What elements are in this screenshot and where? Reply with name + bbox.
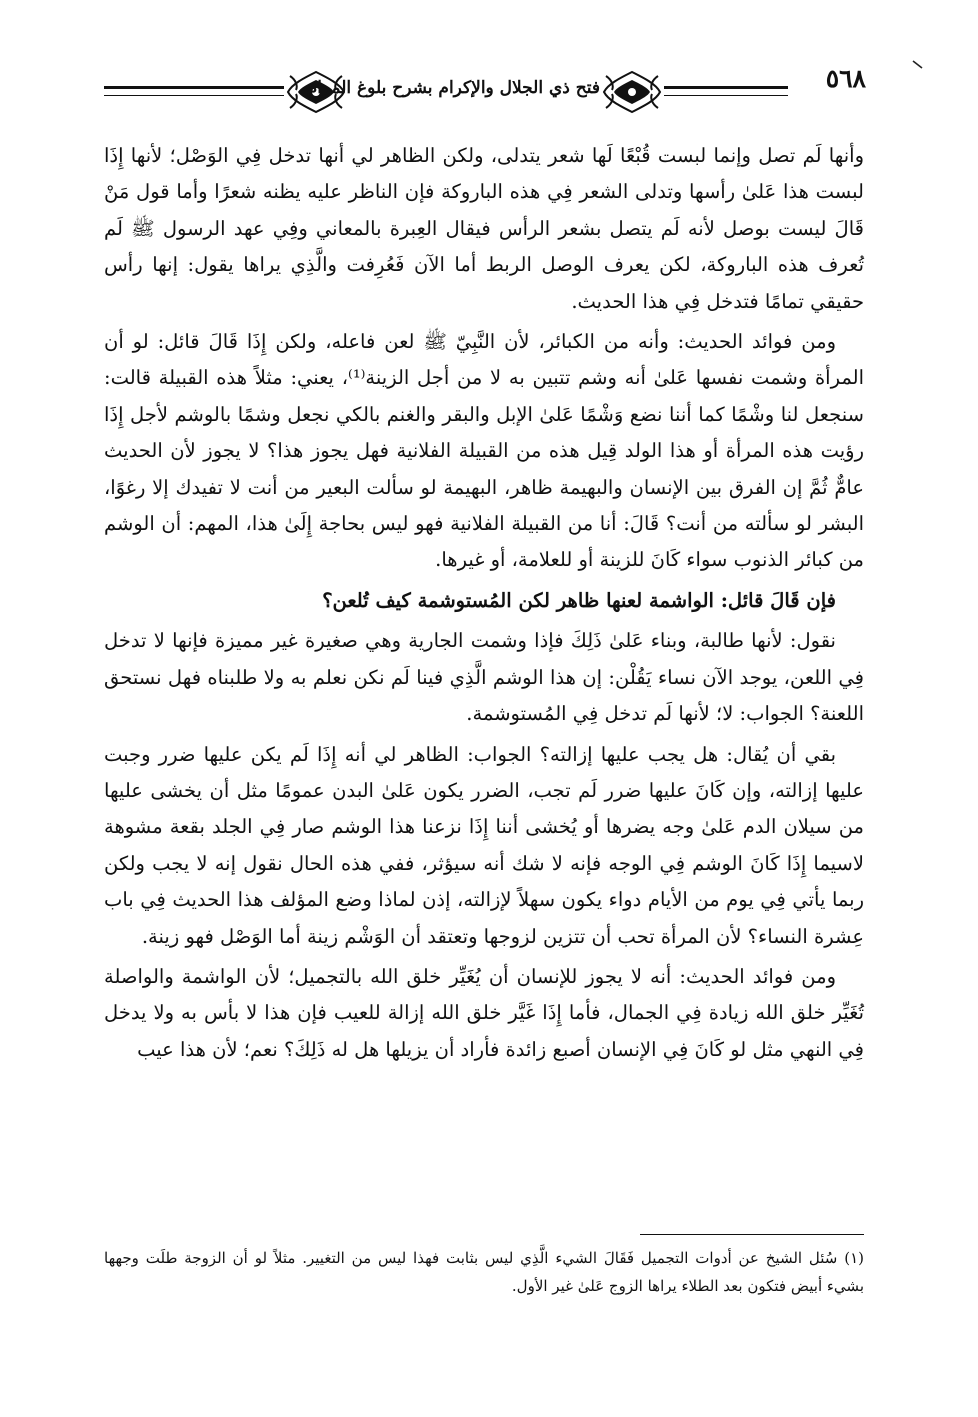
paragraph: فإن قَالَ قائل: الواشمة لعنها ظاهر لكن المُستوشمة كيف تُلعن؟ bbox=[322, 588, 836, 612]
footnote bbox=[104, 1244, 864, 1300]
stray-mark bbox=[912, 60, 924, 70]
paragraph: ومن فوائد الحديث: وأنه من الكبائر، لأن النَّبِيّ ﷺ لعن فاعله، ولكن إِذَا قَالَ قائل: لو أن المرأة وشمت نفسها عَلىٰ أنه وشم تتبين به لا من أجل الزينة⁽¹⁾، يعني: مثلاً هذه القبيلة قالت: سنجعل لنا وشْمًا كما أننا نضع وَشْمًا عَلىٰ الإبل والبقر والغنم بالكي نجعل وشمًا بالوشم لأجل إِذَا رؤيت هذه المرأة أو هذا الولد قِيل هذه من القبيلة الفلانية فهل يجوز هذا؟ لا يجوز لأن الحديث عامٌّ ثُمَّ إن الفرق بين الإنسان والبهيمة ظاهر، البهيمة لو سألت البعير من أنت لا تفيدك إلا رغوًا، البشر لو سألته من أنت؟ قَالَ: أنا من القبيلة الفلانية فهو ليس بحاجة إِلَىٰ هذا، المهم: أن الوشم من كبائر الذنوب سواء كَانَ للزينة أو للعلامة، أو غيرها. bbox=[104, 330, 864, 572]
paragraph: ومن فوائد الحديث: أنه لا يجوز للإنسان أن يُغَيِّر خلق الله بالتجميل؛ لأن الواشمة والواصلة تُغَيِّر خلق الله زيادة فِي الجمال، فأما إِذَا غَيَّر خلق الله إزالة للعيب فإن هذا لا بأس به ولا يدخل فِي النهي مثل لو كَانَ فِي الإنسان أصبع زائدة فأراد أن يزيلها هل له ذَلِكَ؟ نعم؛ لأن هذا عيب bbox=[104, 964, 864, 1061]
header-rule-right bbox=[664, 86, 788, 96]
paragraph: نقول: لأنها طالبة، وبناء عَلىٰ ذَلِكَ فإذا وشمت الجارية وهي صغيرة غير مميزة فإنها لا تدخل فِي اللعن، يوجد الآن نساء يَقُلْن: إن هذا الوشم الَّذِي فينا لَم نكن نعلم به ولا طلبناه فهل نستحق اللعنة؟ الجواب: لا؛ لأنها لَم تدخل فِي المُستوشمة. bbox=[104, 629, 864, 726]
header-rule-left bbox=[104, 86, 284, 96]
paragraph: وأنها لَم تصل وإنما لبست قُبْعًا لَها شعر يتدلى، ولكن الظاهر لي أنها تدخل فِي الوَصْل؛ لأنها إِذَا لبست هذا عَلىٰ رأسها وتدلى الشعر فِي هذه الباروكة فإن الناظر عليه يظنه شعرًا وأما قول مَنْ قَالَ ليست بوصل لأنه لَم يتصل بشعر الرأس فيقال العِبرة بالمعاني وفِي عهد الرسول ﷺ لَم تُعرف هذه الباروكة، لكن يعرف الوصل الربط أما الآن فَعُرِفت والَّذِي يراها يقول: إنها رأس حقيقي تمامًا فتدخل فِي هذا الحديث. bbox=[104, 144, 864, 313]
ornament-right-icon bbox=[600, 68, 664, 116]
running-title: فتح ذي الجلال والإكرام بشرح بلوغ المرام bbox=[306, 78, 600, 98]
main-text bbox=[104, 138, 864, 1072]
page-header bbox=[104, 64, 864, 124]
footnote-separator bbox=[640, 1234, 864, 1235]
footnote-text: (١) سُئل الشيخ عن أدوات التجميل فَقَالَ الشيء الَّذِي ليس بثابت فهذا ليس من التغيير. مثلاً لو أن الزوجة طلَت وجهها بشيء أبيض فتكون بعد الطلاء يراها الزوج عَلىٰ غير الأول. bbox=[104, 1249, 864, 1295]
page-number: ٥٦٨ bbox=[825, 64, 866, 93]
paragraph: بقي أن يُقال: هل يجب عليها إزالته؟ الجواب: الظاهر لي أنه إِذَا لَم يكن عليها ضرر وجبت عليها إزالته، وإن كَانَ عليها ضرر لَم تجب، الضرر يكون عَلىٰ البدن عمومًا مثل أن يخشى عليها من سيلان الدم عَلىٰ وجه يضرها أو يُخشى أننا إِذَا نزعنا هذا الوشم صار فِي الجلد بقعة مشوهة لاسيما إِذَا كَانَ الوشم فِي الوجه فإنه لا شك أنه سيؤثر، ففي هذه الحال نقول إنه لا يجب ولكن ربما يأتي فِي يوم من الأيام دواء يكون سهلاً لإزالته، إذن لماذا وضع المؤلف هذا الحديث فِي باب عِشرة النساء؟ لأن المرأة تحب أن تتزين لزوجها وتعتقد أن الوَشْم زينة أما الوَصْل فهو زينة. bbox=[104, 742, 864, 948]
